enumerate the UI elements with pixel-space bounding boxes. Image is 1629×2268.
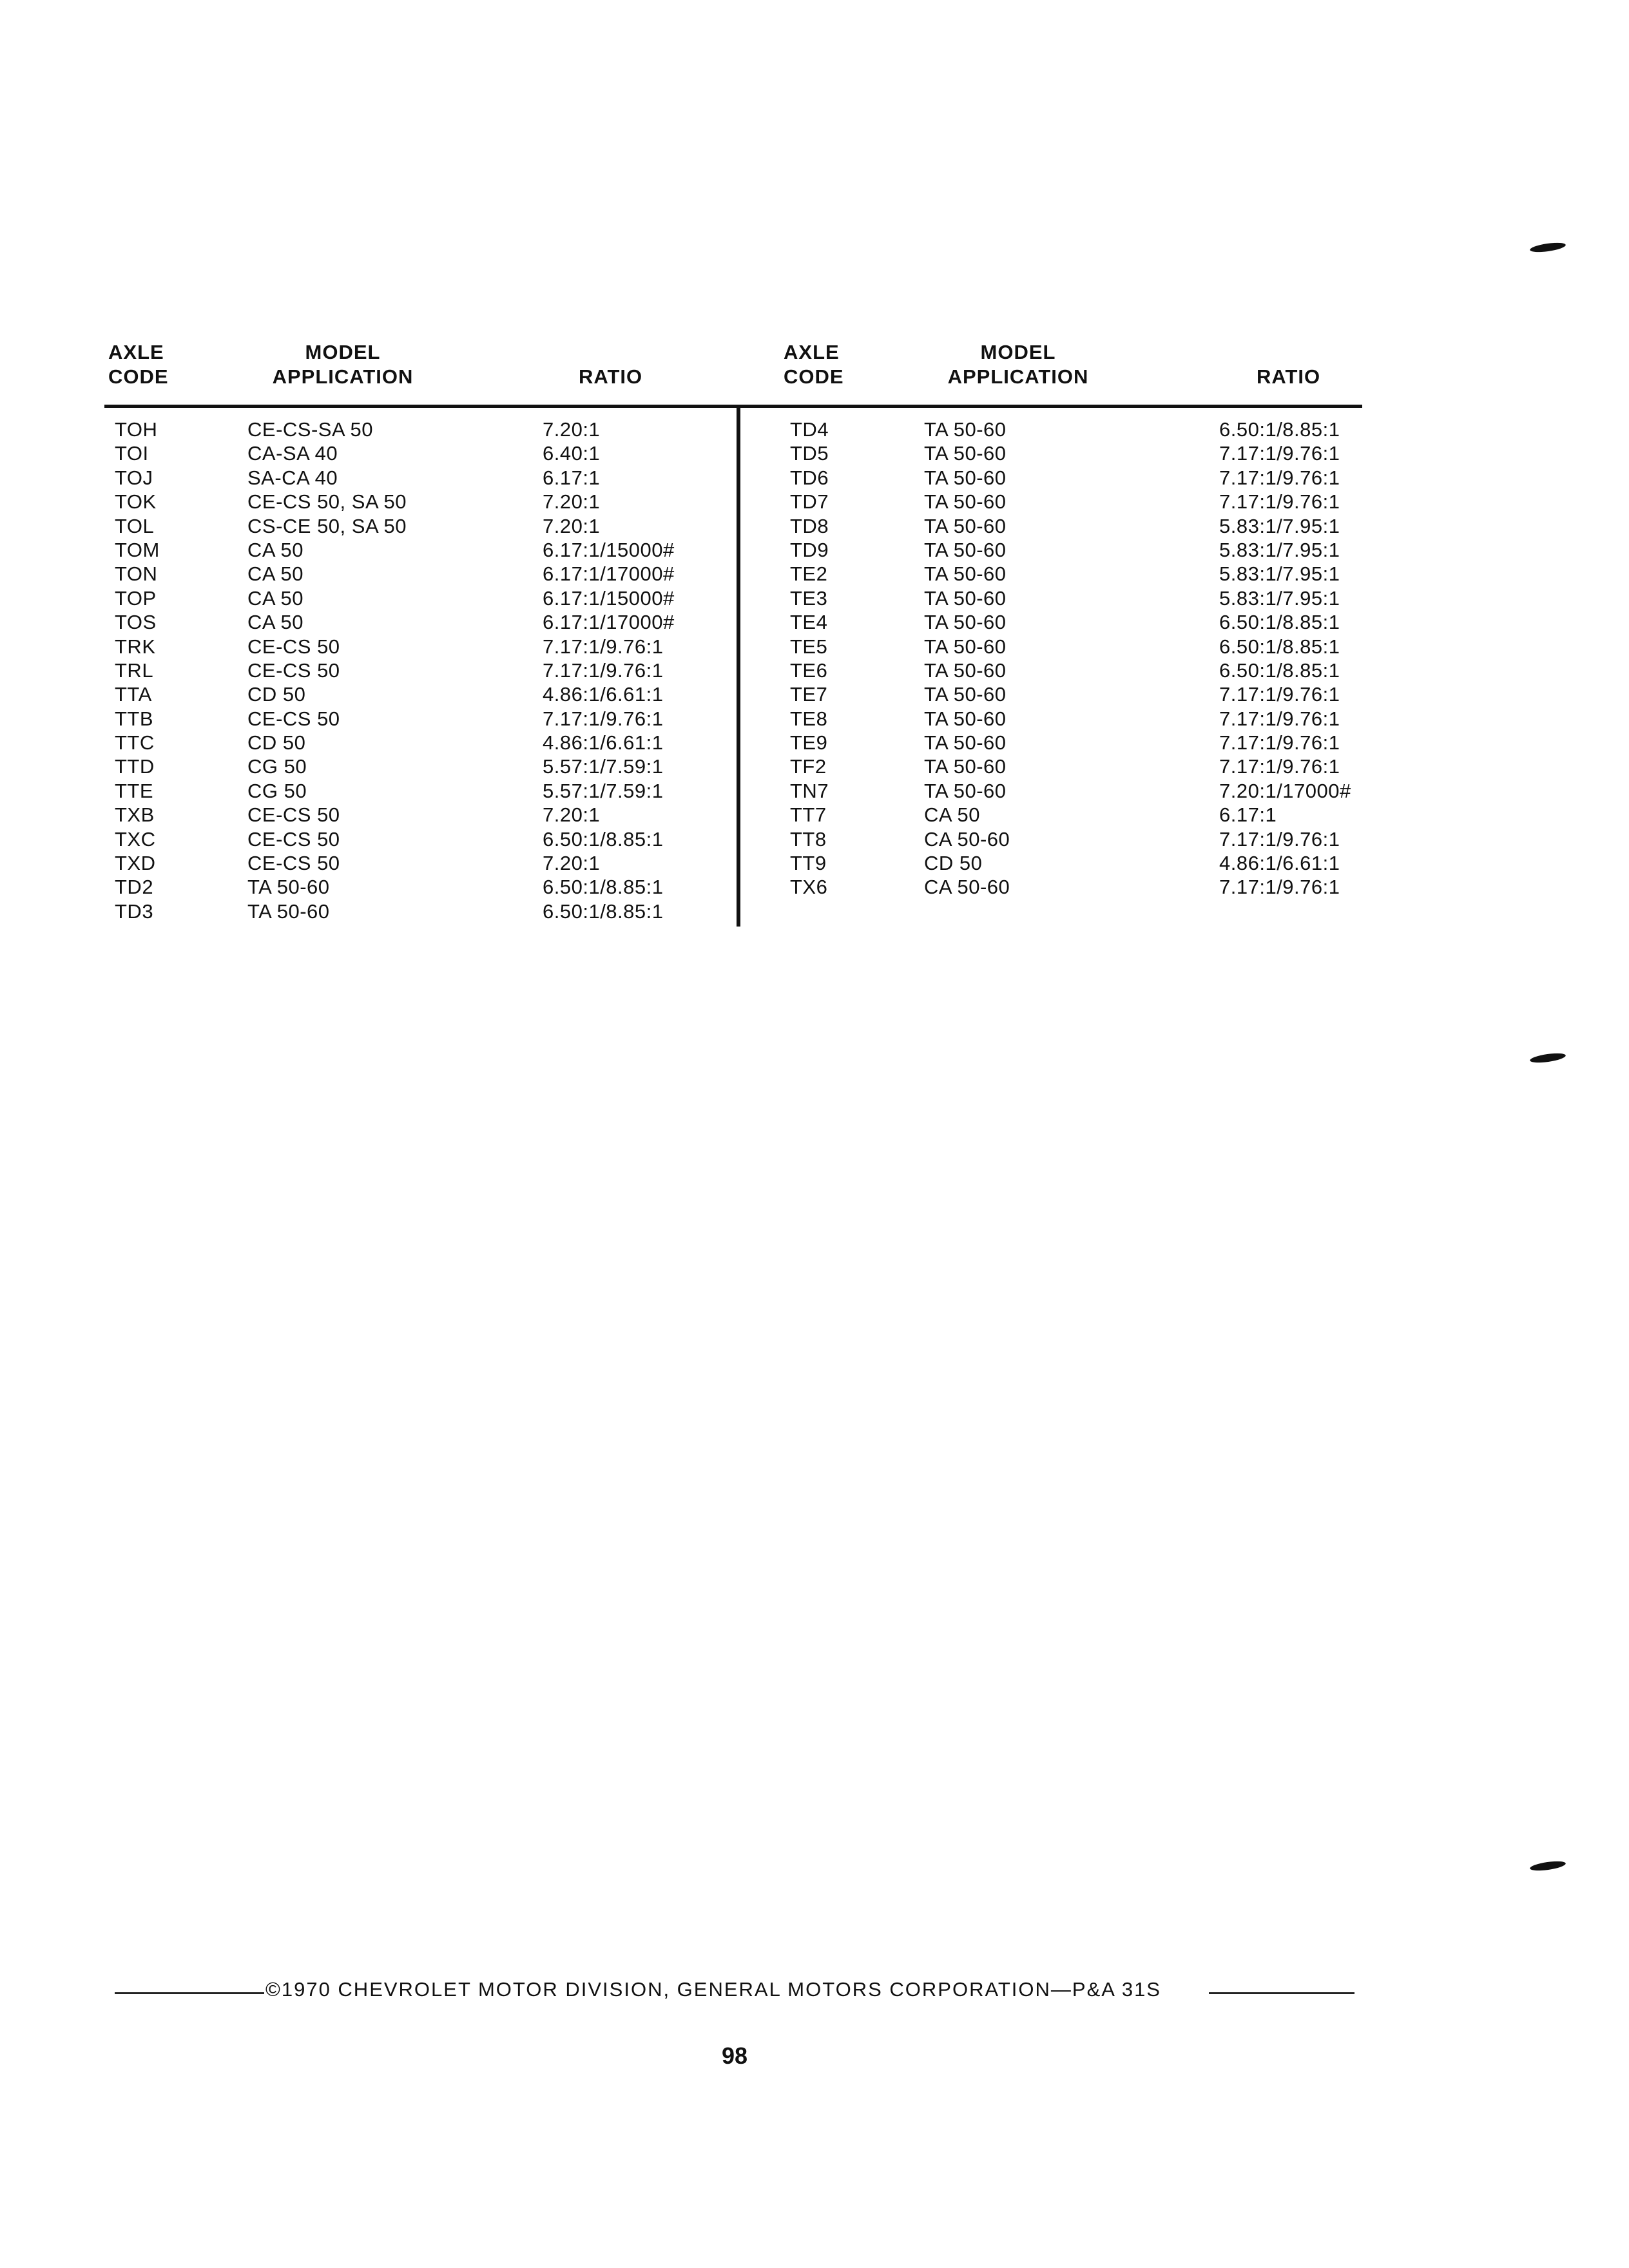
table-cell-axle-code: TD8	[790, 514, 829, 537]
table-cell-axle-code: TXB	[115, 803, 155, 827]
table-cell-model-application: CA-SA 40	[247, 442, 338, 465]
left-model-column	[247, 418, 407, 923]
table-cell-model-application: TA 50-60	[247, 876, 330, 899]
table-cell-ratio: 7.17:1/9.76:1	[1219, 490, 1340, 514]
table-cell-axle-code: TD3	[115, 899, 154, 923]
table-cell-axle-code: TE6	[790, 658, 828, 682]
header-axle-code-right: AXLE CODE	[784, 341, 844, 388]
table-cell-model-application: TA 50-60	[924, 731, 1007, 754]
table-cell-axle-code: TT7	[790, 803, 827, 827]
table-cell-model-application: TA 50-60	[247, 899, 330, 923]
table-cell-axle-code: TE9	[790, 731, 828, 754]
table-cell-axle-code: TX6	[790, 876, 828, 899]
table-cell-axle-code: TD4	[790, 418, 829, 441]
table-cell-axle-code: TOS	[115, 611, 157, 634]
table-cell-ratio: 6.17:1/17000#	[543, 611, 675, 634]
table-cell-model-application: TA 50-60	[924, 514, 1007, 537]
table-cell-axle-code: TTD	[115, 755, 155, 778]
table-cell-axle-code: TRK	[115, 635, 156, 658]
table-cell-model-application: CA 50	[247, 611, 304, 634]
table-cell-model-application: CA 50	[247, 586, 304, 610]
table-cell-axle-code: TN7	[790, 779, 829, 802]
table-cell-ratio: 7.17:1/9.76:1	[1219, 683, 1340, 706]
table-cell-model-application: TA 50-60	[924, 562, 1007, 586]
footer-rule-left	[115, 1992, 264, 1994]
left-code-column	[115, 418, 160, 923]
table-cell-ratio: 6.50:1/8.85:1	[1219, 418, 1340, 441]
table-cell-ratio: 6.17:1/17000#	[543, 562, 675, 586]
left-ratio-column	[543, 418, 675, 923]
table-cell-axle-code: TTE	[115, 779, 154, 802]
table-cell-ratio: 6.17:1	[1219, 803, 1277, 827]
table-cell-axle-code: TOM	[115, 538, 160, 561]
table-cell-ratio: 6.50:1/8.85:1	[543, 899, 664, 923]
table-cell-ratio: 7.17:1/9.76:1	[543, 658, 664, 682]
table-cell-ratio: 5.57:1/7.59:1	[543, 755, 664, 778]
table-cell-axle-code: TE4	[790, 611, 828, 634]
table-cell-axle-code: TRL	[115, 658, 154, 682]
right-code-column	[790, 418, 829, 899]
table-cell-axle-code: TOL	[115, 514, 155, 537]
table-cell-axle-code: TD2	[115, 876, 154, 899]
table-cell-ratio: 7.17:1/9.76:1	[1219, 827, 1340, 850]
table-cell-axle-code: TE5	[790, 635, 828, 658]
table-cell-ratio: 7.20:1	[543, 514, 601, 537]
table-cell-ratio: 6.17:1/15000#	[543, 586, 675, 610]
right-model-column	[924, 418, 1010, 899]
table-cell-axle-code: TOJ	[115, 466, 153, 489]
table-cell-axle-code: TON	[115, 562, 158, 586]
table-cell-ratio: 6.40:1	[543, 442, 601, 465]
table-cell-axle-code: TD6	[790, 466, 829, 489]
table-cell-model-application: TA 50-60	[924, 683, 1007, 706]
table-cell-ratio: 7.17:1/9.76:1	[1219, 876, 1340, 899]
table-cell-ratio: 4.86:1/6.61:1	[543, 683, 664, 706]
table-cell-ratio: 7.20:1	[543, 803, 601, 827]
table-cell-ratio: 6.17:1/15000#	[543, 538, 675, 561]
table-cell-ratio: 5.83:1/7.95:1	[1219, 586, 1340, 610]
header-rule	[104, 405, 1362, 408]
table-cell-ratio: 7.17:1/9.76:1	[543, 707, 664, 730]
table-cell-model-application: CA 50	[924, 803, 980, 827]
header-ratio-right: RATIO	[1257, 365, 1321, 388]
table-cell-ratio: 7.17:1/9.76:1	[1219, 707, 1340, 730]
right-ratio-column	[1219, 418, 1351, 899]
table-cell-axle-code: TOH	[115, 418, 158, 441]
table-cell-ratio: 6.50:1/8.85:1	[1219, 658, 1340, 682]
column-divider	[737, 407, 740, 927]
footer-rule-right	[1209, 1992, 1354, 1994]
table-cell-model-application: CA 50-60	[924, 827, 1010, 850]
table-cell-model-application: TA 50-60	[924, 442, 1007, 465]
table-cell-axle-code: TT8	[790, 827, 827, 850]
table-cell-model-application: CE-CS-SA 50	[247, 418, 374, 441]
table-cell-model-application: CE-CS 50	[247, 852, 340, 875]
table-cell-ratio: 7.20:1	[543, 852, 601, 875]
table-cell-model-application: CG 50	[247, 755, 307, 778]
table-cell-model-application: TA 50-60	[924, 586, 1007, 610]
table-cell-model-application: CE-CS 50	[247, 803, 340, 827]
footer-copyright: ©1970 CHEVROLET MOTOR DIVISION, GENERAL MOTORS CORPORATION—P&A 31S	[265, 1978, 1161, 2001]
table-cell-model-application: CA 50	[247, 562, 304, 586]
table-cell-ratio: 7.17:1/9.76:1	[1219, 755, 1340, 778]
table-cell-axle-code: TOI	[115, 442, 149, 465]
table-cell-ratio: 7.17:1/9.76:1	[543, 635, 664, 658]
table-cell-model-application: TA 50-60	[924, 466, 1007, 489]
table-cell-ratio: 5.83:1/7.95:1	[1219, 562, 1340, 586]
table-cell-axle-code: TTA	[115, 683, 152, 706]
table-cell-axle-code: TE8	[790, 707, 828, 730]
table-cell-axle-code: TTB	[115, 707, 154, 730]
table-cell-model-application: CA 50	[247, 538, 304, 561]
binding-mark	[1529, 241, 1566, 254]
header-ratio-left: RATIO	[579, 365, 643, 388]
table-cell-ratio: 6.50:1/8.85:1	[543, 876, 664, 899]
header-model-application-right: MODEL APPLICATION	[947, 341, 1089, 388]
table-cell-axle-code: TOP	[115, 586, 157, 610]
table-cell-model-application: TA 50-60	[924, 418, 1007, 441]
header-model-application-left: MODEL APPLICATION	[272, 341, 414, 388]
table-cell-ratio: 5.57:1/7.59:1	[543, 779, 664, 802]
table-cell-axle-code: TTC	[115, 731, 155, 754]
table-cell-axle-code: TE7	[790, 683, 828, 706]
table-cell-ratio: 4.86:1/6.61:1	[543, 731, 664, 754]
table-cell-model-application: TA 50-60	[924, 755, 1007, 778]
table-cell-axle-code: TXC	[115, 827, 156, 850]
table-cell-model-application: CE-CS 50	[247, 827, 340, 850]
table-cell-model-application: CA 50-60	[924, 876, 1010, 899]
table-cell-model-application: TA 50-60	[924, 490, 1007, 514]
table-cell-model-application: CD 50	[247, 683, 306, 706]
table-cell-model-application: SA-CA 40	[247, 466, 338, 489]
table-cell-axle-code: TE2	[790, 562, 828, 586]
table-cell-model-application: CE-CS 50, SA 50	[247, 490, 407, 514]
header-axle-code-left: AXLE CODE	[108, 341, 169, 388]
table-cell-axle-code: TD9	[790, 538, 829, 561]
table-cell-model-application: TA 50-60	[924, 538, 1007, 561]
table-cell-model-application: TA 50-60	[924, 707, 1007, 730]
table-cell-ratio: 7.20:1/17000#	[1219, 779, 1351, 802]
table-cell-ratio: 6.17:1	[543, 466, 601, 489]
table-cell-axle-code: TD5	[790, 442, 829, 465]
table-cell-axle-code: TXD	[115, 852, 156, 875]
binding-mark	[1529, 1052, 1566, 1064]
table-cell-ratio: 7.20:1	[543, 418, 601, 441]
table-cell-model-application: TA 50-60	[924, 658, 1007, 682]
table-cell-model-application: TA 50-60	[924, 635, 1007, 658]
table-cell-ratio: 6.50:1/8.85:1	[543, 827, 664, 850]
table-cell-model-application: CE-CS 50	[247, 707, 340, 730]
table-cell-axle-code: TOK	[115, 490, 157, 514]
table-cell-ratio: 7.17:1/9.76:1	[1219, 442, 1340, 465]
table-cell-ratio: 4.86:1/6.61:1	[1219, 852, 1340, 875]
table-cell-axle-code: TD7	[790, 490, 829, 514]
table-cell-axle-code: TF2	[790, 755, 827, 778]
table-cell-model-application: TA 50-60	[924, 611, 1007, 634]
table-cell-model-application: CE-CS 50	[247, 635, 340, 658]
table-cell-ratio: 7.17:1/9.76:1	[1219, 466, 1340, 489]
table-cell-ratio: 6.50:1/8.85:1	[1219, 611, 1340, 634]
table-cell-model-application: CS-CE 50, SA 50	[247, 514, 407, 537]
table-cell-model-application: CD 50	[247, 731, 306, 754]
table-cell-model-application: CE-CS 50	[247, 658, 340, 682]
table-cell-ratio: 7.20:1	[543, 490, 601, 514]
table-cell-model-application: CD 50	[924, 852, 983, 875]
table-cell-axle-code: TE3	[790, 586, 828, 610]
table-cell-model-application: CG 50	[247, 779, 307, 802]
table-cell-model-application: TA 50-60	[924, 779, 1007, 802]
binding-mark	[1529, 1860, 1566, 1872]
table-cell-axle-code: TT9	[790, 852, 827, 875]
table-cell-ratio: 5.83:1/7.95:1	[1219, 538, 1340, 561]
table-cell-ratio: 5.83:1/7.95:1	[1219, 514, 1340, 537]
table-cell-ratio: 6.50:1/8.85:1	[1219, 635, 1340, 658]
table-cell-ratio: 7.17:1/9.76:1	[1219, 731, 1340, 754]
page-number: 98	[721, 2042, 748, 2069]
